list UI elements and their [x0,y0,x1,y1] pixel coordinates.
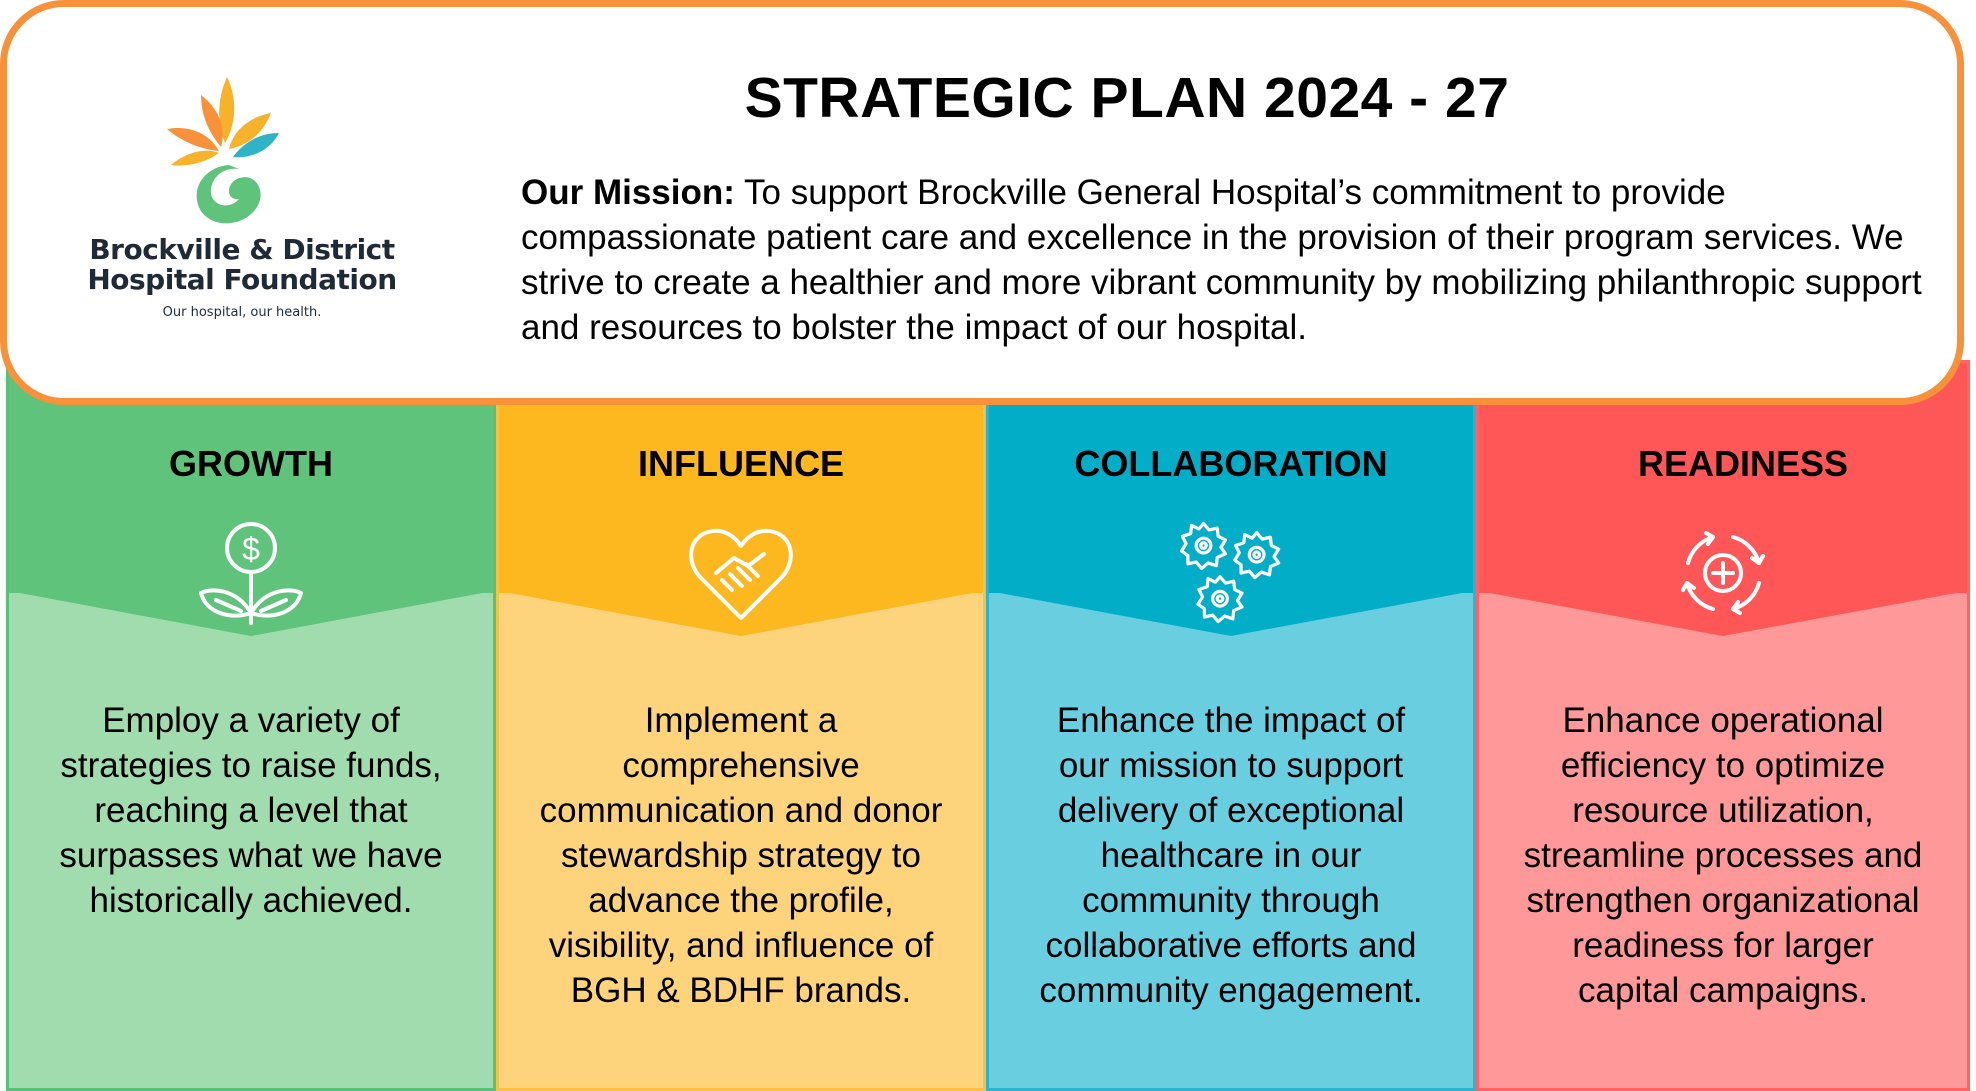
pillar-readiness [1476,360,1970,1091]
logo-tagline: Our hospital, our health. [162,305,322,320]
foundation-logo [77,67,407,337]
pillar-text: Implement a comprehensive communication and donor stewardship strategy to advance the profile, visibility, and influence of BGH & BDHF brands. [539,701,943,1010]
pillar-text: Enhance operational efficiency to optimize resource utilization, streamline processes and strengthen organizational readiness for larger capital campaigns. [1523,701,1923,1010]
mission-statement [521,170,1941,350]
money-plant-icon [196,518,306,628]
heart-handshake-icon [686,518,796,628]
pillar-title: READINESS [1637,443,1849,484]
header-panel [0,0,1964,405]
gears-icon [1176,518,1286,628]
pillar-influence [496,360,986,1091]
cycle-plus-icon [1668,518,1778,628]
flower-logo-icon [159,67,309,232]
svg-text:$: $ [242,531,260,567]
pillar-title: INFLUENCE [638,443,844,484]
pillar-title: GROWTH [169,443,333,484]
mission-label: Our Mission: [521,173,735,212]
logo-name-line1: Brockville & District [89,233,395,266]
pillar-title: COLLABORATION [1074,443,1388,484]
page-title: STRATEGIC PLAN 2024 - 27 [744,66,1510,130]
pillar-collaboration [986,360,1476,1091]
pillar-growth [6,360,496,1091]
logo-name-line2: Hospital Foundation [87,263,397,296]
pillar-text: Enhance the impact of our mission to support delivery of exceptional healthcare in our community through collaborative efforts and community engagement. [1039,701,1423,1010]
mission-text: To support Brockville General Hospital’s commitment to provide compassionate patient care and excellence in the provision of their program services. We strive to create a healthier and more vibrant community by mobilizing philanthropic support and resources to bolster the impact of our hospital. [521,173,1922,347]
pillar-text: Employ a variety of strategies to raise funds, reaching a level that surpasses what we have historically achieved. [59,701,443,920]
